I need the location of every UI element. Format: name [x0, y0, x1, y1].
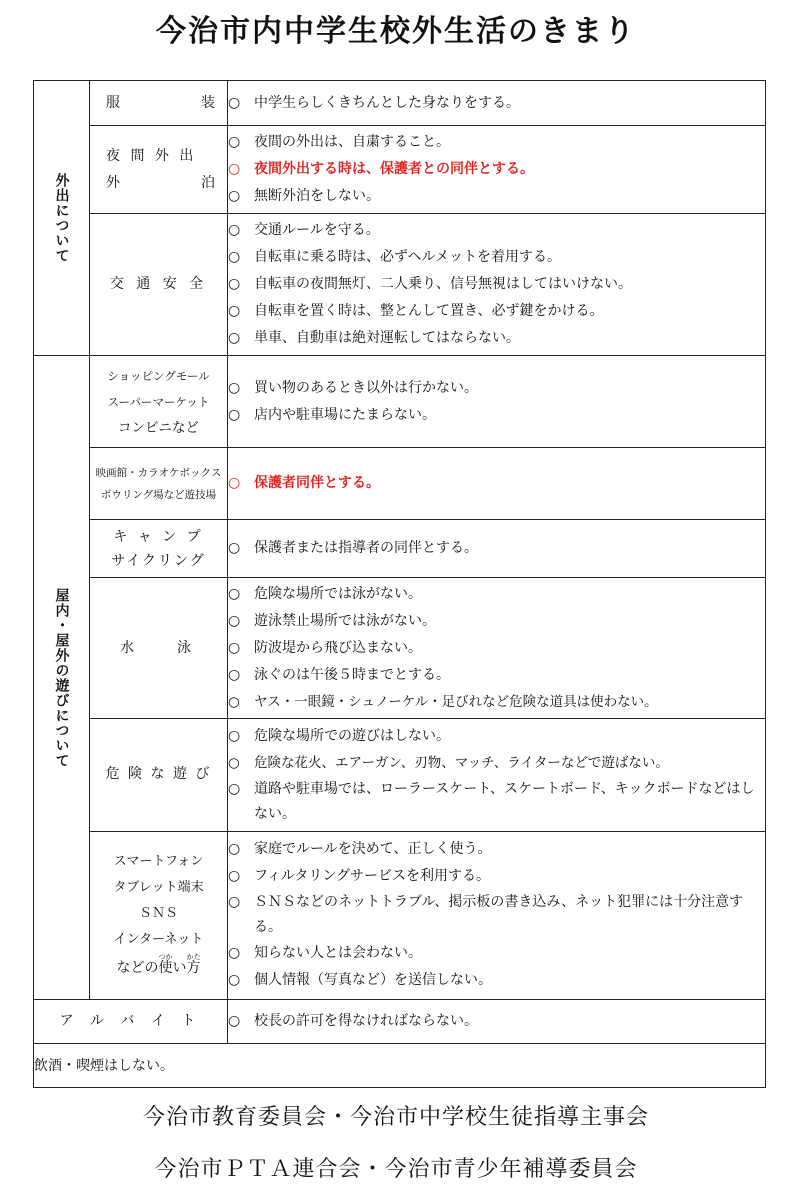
list-item: ○ 校長の許可を得なければならない。	[228, 1008, 765, 1035]
list-item: ○ 単車、自動車は絶対運転してはならない。	[228, 325, 765, 352]
list-item: ○ 夜間の外出は、自粛すること。	[228, 129, 765, 156]
items-danger	[228, 718, 766, 831]
list-item: ○ 自転車に乗る時は、必ずヘルメットを着用する。	[228, 244, 765, 271]
list-item: ○ 交通ルールを守る。	[228, 217, 765, 244]
items-swimming	[228, 578, 766, 718]
row-parttime	[34, 999, 766, 1043]
category-night-line1: 夜 間 外 出	[106, 147, 197, 164]
category-parttime: ア ル バ イ ト	[34, 999, 228, 1043]
rule-drinking: 飲酒・喫煙はしない。	[34, 1043, 766, 1087]
list-item: ○ フィルタリングサービスを利用する。	[228, 863, 765, 890]
rules-table	[33, 80, 766, 1088]
category-shopping-line: スーパーマーケット	[107, 394, 210, 409]
group-play	[34, 356, 90, 1000]
category-clothing-b: 装	[201, 94, 215, 111]
group-play-label: 屋内・屋外の遊びについて	[53, 587, 70, 768]
category-camp-line: キ ャ ン プ	[113, 528, 204, 545]
category-entertainment-line: 映画館・カラオケボックス	[95, 466, 222, 479]
category-night-line2a: 外	[106, 174, 120, 191]
category-smartphone-line: ＳＮＳ	[138, 906, 178, 922]
row-traffic	[34, 214, 766, 356]
footer-line2: 今治市ＰＴＡ連合会・今治市青少年補導委員会	[154, 1157, 638, 1182]
category-shopping-line: ショッピングモール	[107, 368, 210, 383]
category-camp-line: サイクリング	[111, 552, 206, 569]
items-parttime	[228, 999, 766, 1043]
items-entertainment	[228, 448, 766, 520]
list-item: ○ 自転車を置く時は、整とんして置き、必ず鍵をかける。	[228, 298, 765, 325]
category-night-line2b: 泊	[201, 174, 215, 191]
category-swimming	[90, 578, 228, 718]
category-clothing-a: 服	[106, 94, 120, 111]
category-night	[90, 126, 228, 214]
group-outing	[34, 81, 90, 356]
footer-line1: 今治市教育委員会・今治市中学校生徒指導主事会	[142, 1105, 649, 1130]
category-swimming-a: 水	[120, 639, 134, 656]
items-traffic	[228, 214, 766, 356]
category-camp	[90, 520, 228, 578]
category-shopping	[90, 356, 228, 448]
category-smartphone-kanji2: 方	[186, 960, 201, 977]
list-item-highlight: ○ 夜間外出する時は、保護者との同伴とする。	[228, 156, 765, 183]
category-smartphone-kanji1: 使	[158, 960, 173, 977]
items-night	[228, 126, 766, 214]
list-item: ○ 無断外泊をしない。	[228, 183, 765, 210]
row-entertainment	[34, 448, 766, 520]
items-clothing	[228, 81, 766, 126]
list-item: ○ ヤス・一眼鏡・シュノーケル・足びれなど危険な道具は使わない。	[228, 689, 765, 716]
category-smartphone-line: インターネット	[113, 932, 204, 948]
list-item: ○ 防波堤から飛び込まない。	[228, 635, 765, 662]
list-item: ○ 店内や駐車場にたまらない。	[228, 402, 765, 429]
category-smartphone-line: スマートフォン	[113, 854, 204, 870]
category-entertainment-line: ボウリング場など遊技場	[100, 488, 217, 501]
items-shopping	[228, 356, 766, 448]
row-night	[34, 126, 766, 214]
list-item: ○ 知らない人とは会わない。	[228, 940, 765, 967]
category-swimming-b: 泳	[177, 639, 191, 656]
category-clothing	[90, 81, 228, 126]
row-clothing	[34, 81, 766, 126]
category-danger: 危 険 な 遊 び	[90, 718, 228, 831]
items-smartphone	[228, 831, 766, 999]
list-item: ○ ＳＮＳなどのネットトラブル、掲示板の書き込み、ネット犯罪には十分注意する。	[228, 890, 765, 940]
group-outing-label: 外出について	[53, 173, 70, 264]
category-smartphone-ruby2: かた	[186, 953, 201, 962]
category-smartphone-last-a: などの	[116, 960, 159, 977]
list-item: ○ 中学生らしくきちんとした身なりをする。	[228, 90, 765, 117]
list-item: ○ 危険な場所での遊びはしない。	[228, 723, 765, 750]
list-item: ○ 保護者または指導者の同伴とする。	[228, 535, 765, 562]
category-smartphone	[90, 831, 228, 999]
list-item: ○ 遊泳禁止場所では泳がない。	[228, 608, 765, 635]
list-item: ○ 自転車の夜間無灯、二人乗り、信号無視はしてはいけない。	[228, 271, 765, 298]
category-smartphone-last	[90, 953, 227, 981]
page-title: 今治市内中学生校外生活のきまり	[156, 14, 636, 49]
items-camp	[228, 520, 766, 578]
list-item: ○ 道路や駐車場では、ローラースケート、スケートボード、キックボードなどはしない。	[228, 777, 765, 827]
list-item: ○ 個人情報（写真など）を送信しない。	[228, 967, 765, 994]
category-smartphone-ruby1: つか	[158, 953, 173, 962]
row-drinking	[34, 1043, 766, 1087]
category-entertainment	[90, 448, 228, 520]
list-item: ○ 家庭でルールを決めて、正しく使う。	[228, 836, 765, 863]
category-smartphone-line: タブレット端末	[113, 880, 204, 896]
row-smartphone	[34, 831, 766, 999]
list-item: ○ 買い物のあるとき以外は行かない。	[228, 375, 765, 402]
row-camp	[34, 520, 766, 578]
category-traffic: 交 通 安 全	[90, 214, 228, 356]
list-item: ○ 泳ぐのは午後５時までとする。	[228, 662, 765, 689]
category-shopping-line: コンビニなど	[118, 419, 199, 436]
list-item-highlight: ○ 保護者同伴とする。	[228, 470, 765, 497]
list-item: ○ 危険な花火、エアーガン、刃物、マッチ、ライターなどで遊ばない。	[228, 750, 765, 777]
row-swimming	[34, 578, 766, 718]
row-danger	[34, 718, 766, 831]
row-shopping	[34, 356, 766, 448]
category-smartphone-last-b: い	[172, 960, 187, 977]
list-item: ○ 危険な場所では泳がない。	[228, 581, 765, 608]
